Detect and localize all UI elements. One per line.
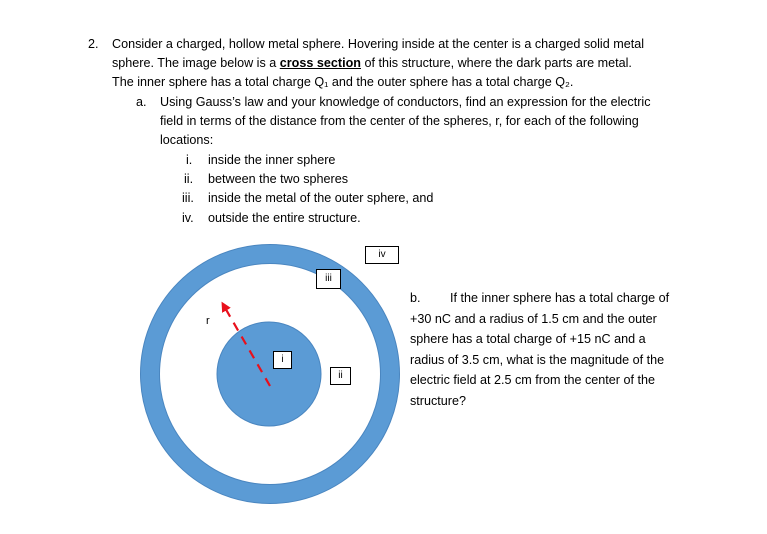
region-iii-label: iii bbox=[316, 269, 341, 289]
question-line-1: Consider a charged, hollow metal sphere. Hovering inside at the center is a charged solid metal bbox=[112, 37, 645, 51]
item-ii-text: between the two spheres bbox=[208, 172, 349, 186]
part-b-line-4: radius of 3.5 cm, what is the magnitude of the bbox=[410, 352, 665, 367]
part-b-line-1-text: If the inner sphere has a total charge of bbox=[450, 291, 670, 305]
part-b-line-5: electric field at 2.5 cm from the center of the bbox=[410, 373, 655, 387]
item-i-text: inside the inner sphere bbox=[208, 153, 336, 167]
inner-solid-sphere bbox=[217, 322, 321, 426]
part-a-line-2: field in terms of the distance from the center of the spheres, r, for each of the following bbox=[160, 114, 639, 128]
question-line-2-pre: sphere. The image below is a bbox=[112, 56, 280, 70]
part-a-line-3: locations: bbox=[160, 133, 214, 147]
part-b bbox=[410, 288, 710, 411]
question-line-3: The inner sphere has a total charge Q₁ and the outer sphere has a total charge Q₂. bbox=[112, 75, 574, 89]
question-line-2-post: of this structure, where the dark parts are metal. bbox=[360, 56, 632, 70]
item-i-marker: i. bbox=[186, 153, 193, 167]
item-iv-marker: iv. bbox=[182, 211, 194, 225]
part-b-line-3: sphere has a total charge of +15 nC and a bbox=[410, 332, 646, 346]
question-number: 2. bbox=[88, 37, 99, 51]
part-b-line-2: +30 nC and a radius of 1.5 cm and the outer bbox=[410, 311, 657, 326]
item-iii-marker: iii. bbox=[182, 191, 194, 205]
part-b-line-6: structure? bbox=[410, 393, 466, 408]
region-ii-label: ii bbox=[330, 367, 351, 385]
part-b-line-1 bbox=[410, 288, 710, 309]
part-a-marker: a. bbox=[136, 95, 147, 109]
part-b-marker: b. bbox=[410, 291, 421, 305]
item-iv-text: outside the entire structure. bbox=[208, 211, 361, 225]
cross-section-emphasis: cross section bbox=[279, 56, 361, 70]
region-iv-label: iv bbox=[365, 246, 399, 264]
item-iii-text: inside the metal of the outer sphere, and bbox=[208, 191, 434, 205]
radius-label: r bbox=[206, 315, 210, 327]
item-ii-marker: ii. bbox=[184, 172, 194, 186]
part-a-line-1: Using Gauss’s law and your knowledge of conductors, find an expression for the electric bbox=[160, 95, 651, 109]
region-i-label: i bbox=[273, 351, 292, 369]
